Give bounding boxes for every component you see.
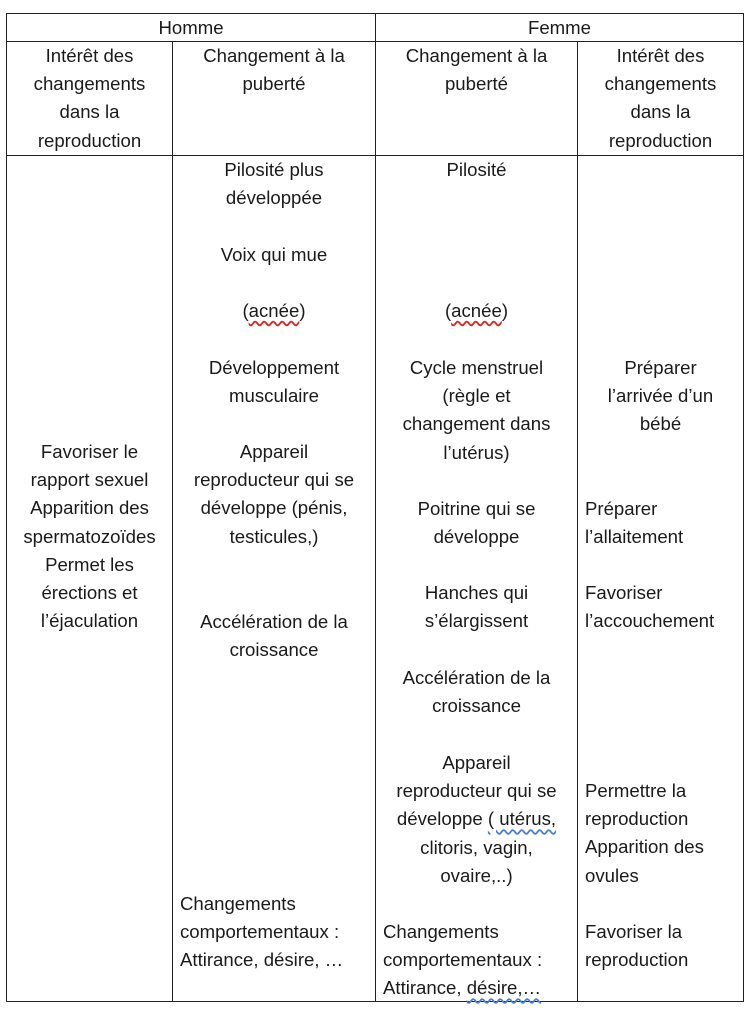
femme-appareil-text-2: clitoris, vagin, ovaire,..) xyxy=(420,836,533,886)
femme-interet-accouchement: Favoriser l’accouchement xyxy=(585,582,715,632)
puberty-table xyxy=(6,13,744,1002)
femme-hanches: Hanches qui s’élargissent xyxy=(424,582,529,632)
subheader-homme-interet: Intérêt des changements dans la reproduction xyxy=(33,45,146,151)
femme-changements-cell xyxy=(376,156,577,1001)
subheader-femme-changement: Changement à la puberté xyxy=(405,45,548,95)
femme-acnee: (acnée) xyxy=(444,300,509,321)
header-femme: Femme xyxy=(527,17,592,38)
header-homme: Homme xyxy=(158,17,224,38)
femme-comportement xyxy=(383,918,577,1003)
homme-croissance: Accélération de la croissance xyxy=(200,611,348,661)
homme-acnee-word: acnée xyxy=(248,300,300,321)
femme-poitrine: Poitrine qui se développe xyxy=(417,498,536,548)
femme-comportement-text: Changements comportementaux : Attirance, xyxy=(383,921,543,999)
femme-appareil-text: Appareil reproducteur qui se développe xyxy=(396,752,557,830)
femme-interet-bebe: Préparer l’arrivée d’un bébé xyxy=(607,357,714,435)
subheader-homme-changement: Changement à la puberté xyxy=(203,45,345,95)
homme-acnee: (acnée) xyxy=(242,300,306,321)
femme-interet-favoriser: Favoriser la reproduction xyxy=(585,921,689,971)
femme-croissance: Accélération de la croissance xyxy=(402,667,551,717)
femme-appareil xyxy=(376,749,577,890)
femme-interet-cell xyxy=(578,156,743,1001)
homme-muscles: Développement musculaire xyxy=(208,357,340,407)
femme-interet-reproduction: Permettre la reproduction Apparition des ovules xyxy=(585,780,704,886)
femme-comportement-desire: désire,… xyxy=(466,977,542,999)
homme-pilosite: Pilosité plus développée xyxy=(224,159,324,209)
femme-pilosite: Pilosité xyxy=(446,159,507,180)
femme-appareil-uterus: ( utérus, xyxy=(487,808,557,830)
femme-interet-allaitement: Préparer l’allaitement xyxy=(585,498,684,548)
homme-appareil: Appareil reproducteur qui se développe (pénis, testicules,) xyxy=(193,441,355,547)
homme-voix: Voix qui mue xyxy=(220,244,328,265)
homme-comportement: Changements comportementaux : Attirance, désire, … xyxy=(180,893,344,971)
subheader-femme-interet: Intérêt des changements dans la reproduction xyxy=(604,45,717,151)
homme-interet-text: Favoriser le rapport sexuel Apparition des spermatozoïdes Permet les érections et l’éjaculation xyxy=(23,441,156,632)
homme-changements-cell xyxy=(173,156,375,1001)
femme-cycle: Cycle menstruel (règle et changement dans l’utérus) xyxy=(402,357,551,463)
femme-acnee-word: acnée xyxy=(451,300,502,321)
